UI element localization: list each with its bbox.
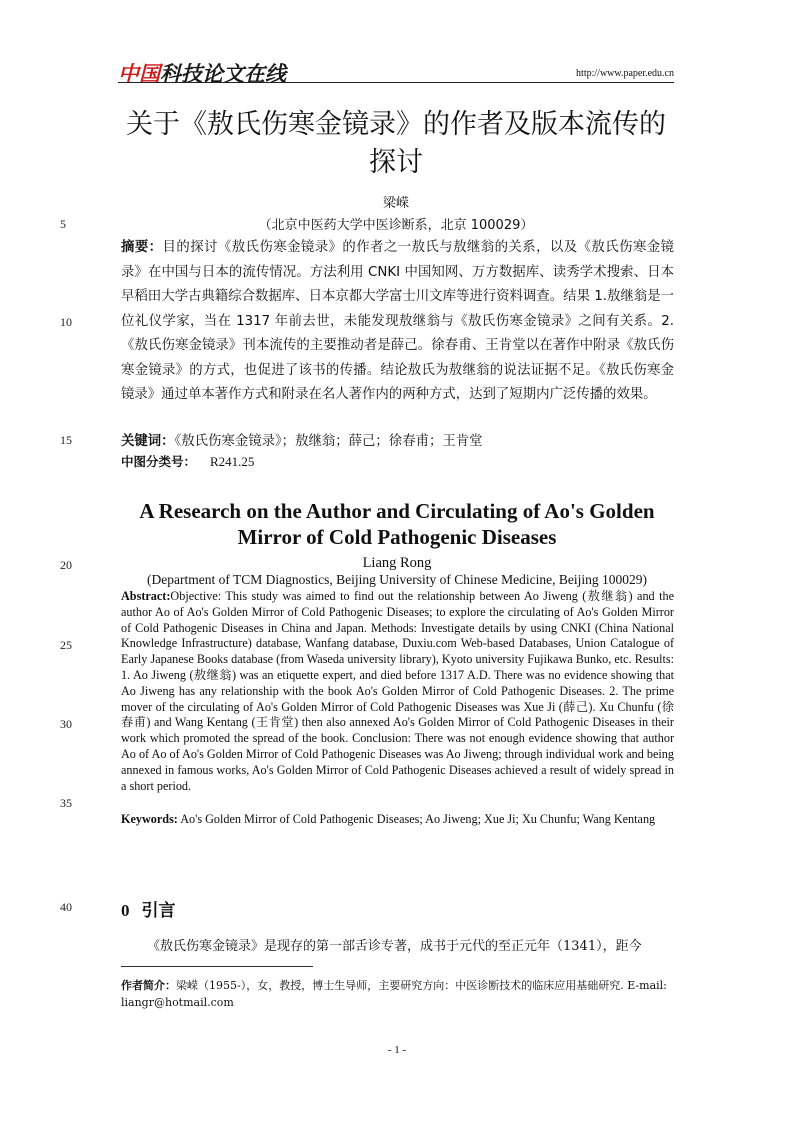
cn-abstract-label: 摘要： — [121, 240, 163, 255]
en-keywords-label: Keywords: — [121, 812, 178, 826]
cn-keywords — [121, 430, 674, 449]
cn-author: 梁嵘 — [382, 196, 409, 211]
en-abstract-label: Abstract: — [121, 589, 171, 603]
line-number: 20 — [60, 558, 72, 572]
line-number: 30 — [60, 717, 72, 731]
cn-classification — [121, 452, 674, 470]
en-affiliation: (Department of TCM Diagnostics, Beijing University of Chinese Medicine, Beijing 100029) — [147, 572, 647, 587]
line-number: 15 — [60, 433, 72, 447]
cn-affiliation: （北京中医药大学中医诊断系，北京 100029） — [258, 218, 534, 233]
cn-abstract — [121, 236, 674, 408]
section-heading — [121, 896, 176, 921]
line-number: 25 — [60, 638, 72, 652]
footnote-label: 作者简介： — [121, 979, 176, 992]
intro-paragraph: 《敖氏伤寒金镜录》是现存的第一部舌诊专著，成书于元代的至正元年（1341），距今 — [147, 939, 642, 954]
en-author: Liang Rong — [362, 555, 432, 571]
section-number: 0 — [121, 901, 130, 920]
cn-keywords-text: 《敖氏伤寒金镜录》；敖继翁；薛己；徐春甫；王肯堂 — [174, 434, 483, 449]
line-number: 10 — [60, 315, 72, 329]
journal-logo — [118, 58, 286, 88]
header-divider — [118, 82, 674, 83]
author-footnote — [121, 977, 674, 1011]
en-title: A Research on the Author and Circulating of Ao's Golden Mirror of Cold Pathogenic Diseases — [139, 499, 655, 549]
footnote-divider — [121, 966, 313, 967]
en-keywords — [121, 812, 674, 828]
en-abstract — [121, 589, 674, 794]
page-number: - 1 - — [387, 1044, 407, 1056]
cn-title: 关于《敖氏伤寒金镜录》的作者及版本流传的探讨 — [126, 109, 666, 178]
header-url[interactable]: http://www.paper.edu.cn — [576, 68, 674, 79]
en-abstract-text: Objective: This study was aimed to find out the relationship between Ao Jiweng (敖继翁) and the author Ao of Ao's Golden Mirror of Cold Pathogenic Diseases; to explore the circulating of Ao's Golden Mirror of Cold Pathogenic Diseases in China and Japan. Methods: Investigate details by using CNKI (China National Knowledge Infrastructure) database, Wanfang database, Duxiu.com Web-based Databases, Union Catalogue of Early Japanese Books database (from Waseda university library), Kyoto university Fujikawa Bunko, etc. Results: 1. Ao Jiweng (敖继翁) was an etiquette expert, and died before 1317 A.D. There was no evidence showing that Ao Jiweng has any relationship with the book Ao's Golden Mirror of Cold Pathogenic Diseases. 2. The prime mover of the circulating of Ao's Golden Mirror of Cold Pathogenic Diseases was Xue Ji (薛己). Xu Chunfu (徐春甫) and Wang Kentang (王肯堂) then also annexed Ao's Golden Mirror of Cold Pathogenic Diseases in their work which promoted the spread of the book. Conclusion: There was not enough evidence showing that author Ao of Ao of Ao's Golden Mirror of Cold Pathogenic Diseases was Ao Jiweng; through individual work and being annexed in famous works, Ao's Golden Mirror of Cold Pathogenic Diseases achieved a result of widely spread in a short period. — [121, 589, 674, 793]
cn-class-value: R241.25 — [210, 454, 255, 469]
cn-abstract-text: 目的探讨《敖氏伤寒金镜录》的作者之一敖氏与敖继翁的关系，以及《敖氏伤寒金镜录》在中国与日本的流传情况。方法利用 CNKI 中国知网、万方数据库、读秀学术搜索、日本早稻田大学古典籍综合数据库、日本京都大学富士川文库等进行资料调查。结果 1.敖继翁是一位礼仪学家，当在 1317 年前去世，未能发现敖继翁与《敖氏伤寒金镜录》之间有关系。2.《敖氏伤寒金镜录》刊本流传的主要推动者是薛己。徐春甫、王肯堂以在著作中附录《敖氏伤寒金镜录》的方式，也促进了该书的传播。结论敖氏为敖继翁的说法证据不足。《敖氏伤寒金镜录》通过单本著作方式和附录在名人著作内的两种方式，达到了短期内广泛传播的效果。 — [121, 240, 675, 402]
line-number: 40 — [60, 900, 72, 914]
section-title: 引言 — [141, 901, 176, 921]
en-keywords-text: Ao's Golden Mirror of Cold Pathogenic Diseases; Ao Jiweng; Xue Ji; Xu Chunfu; Wang Kentang — [180, 812, 656, 826]
logo-part-china: 中国 — [118, 62, 160, 86]
footnote-text: 梁嵘（1955-），女，教授，博士生导师，主要研究方向：中医诊断技术的临床应用基础研究. E-mail: liangr@hotmail.com — [121, 979, 667, 1009]
cn-keywords-label: 关键词： — [121, 434, 175, 449]
cn-class-label: 中图分类号： — [121, 454, 197, 469]
logo-part-title: 科技论文在线 — [160, 62, 286, 86]
line-number: 35 — [60, 796, 72, 810]
line-number: 5 — [60, 217, 66, 231]
